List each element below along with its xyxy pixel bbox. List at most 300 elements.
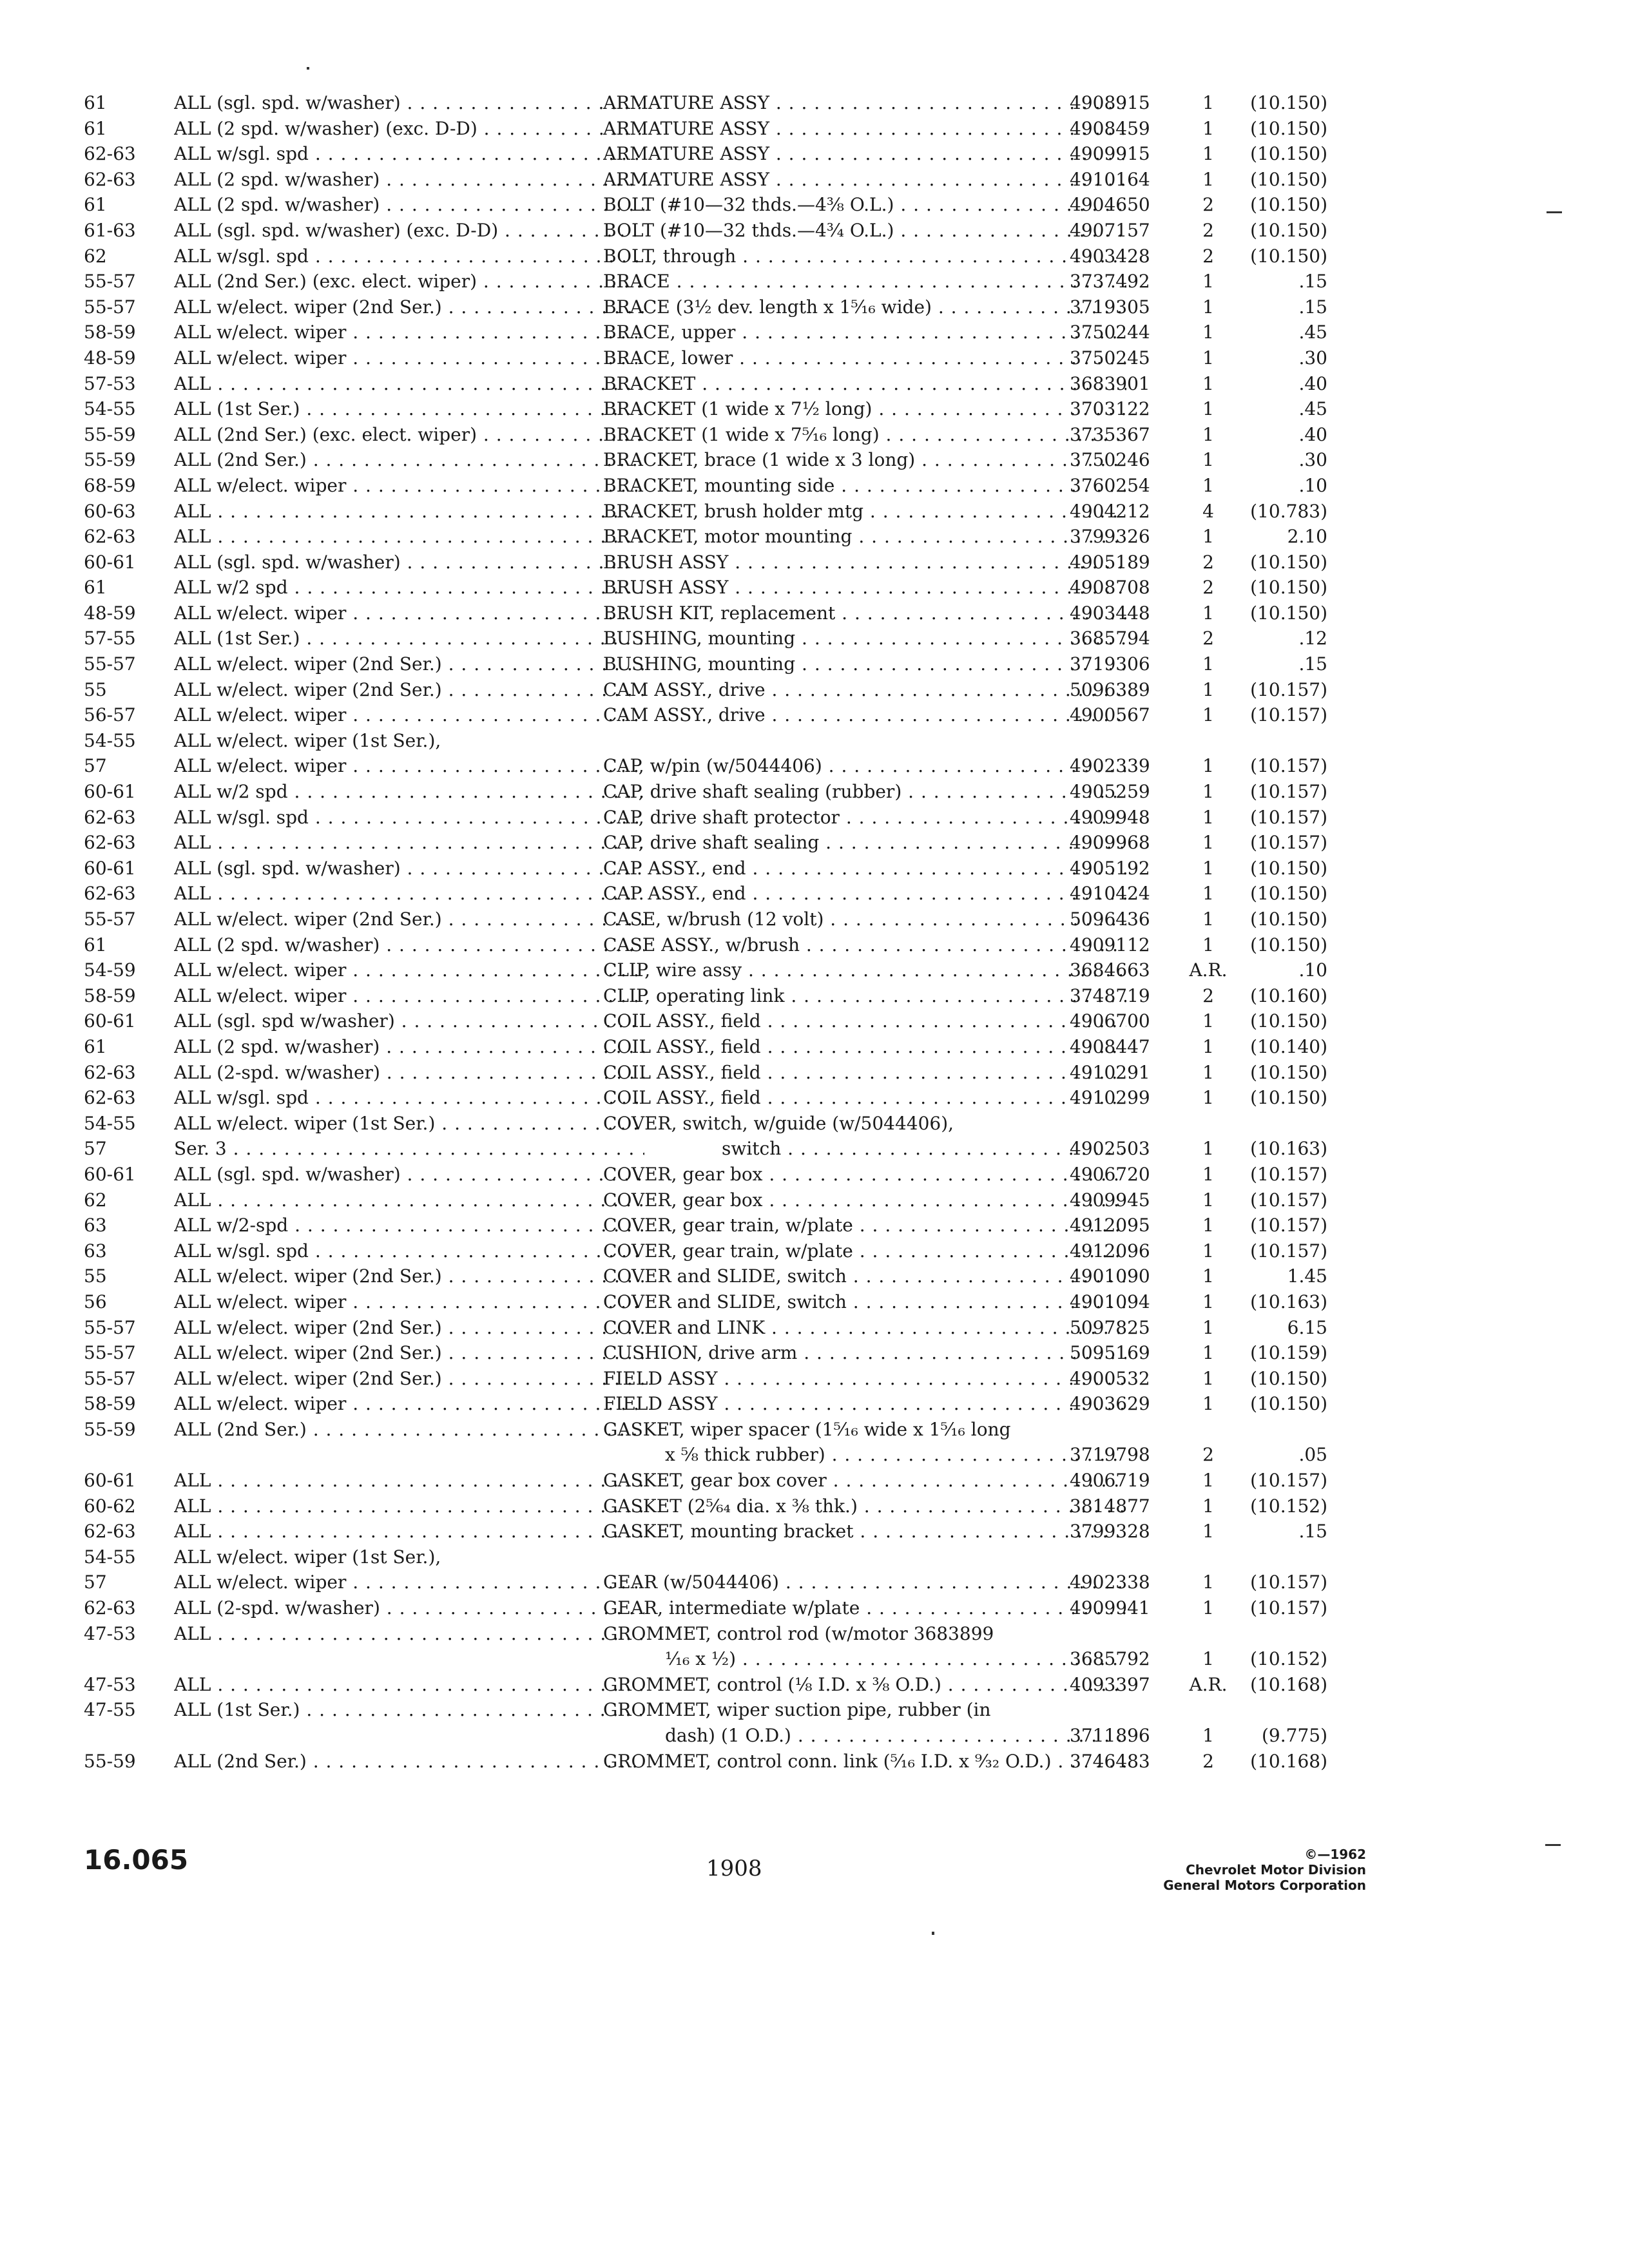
year-cell: 62-63 [84, 806, 136, 828]
description-cell: COIL ASSY., field . . . [603, 1034, 1126, 1060]
description-cell: ARMATURE ASSY . . . [603, 116, 1126, 142]
group-number-cell: (10.159) [1250, 1342, 1327, 1364]
year-cell: 54-55 [84, 1546, 136, 1568]
model-cell: ALL w/sgl. spd . . . [174, 244, 644, 269]
table-row [84, 1570, 1327, 1595]
table-row [84, 218, 1327, 244]
quantity-cell: 1 [1202, 1571, 1214, 1593]
part-number-cell: 4910164 [1070, 168, 1150, 190]
year-cell: 56-57 [84, 704, 136, 726]
group-number-cell: (10.150) [1250, 551, 1327, 573]
table-row [84, 1162, 1327, 1187]
description-cell: COIL ASSY., field . . . [603, 1008, 1126, 1034]
table-row [84, 1697, 1308, 1723]
group-number-cell: (10.150) [1250, 1087, 1327, 1109]
description-cell: ARMATURE ASSY . . . [603, 90, 1126, 116]
group-number-cell: (10.150) [1250, 1010, 1327, 1032]
year-cell: 60-61 [84, 1470, 136, 1492]
model-cell: ALL . . . [174, 1494, 644, 1519]
year-cell: 55 [84, 678, 107, 700]
table-row [84, 983, 1327, 1009]
folio-number: 1908 [706, 1856, 762, 1881]
table-row [84, 677, 1327, 703]
table-row [84, 856, 1327, 881]
description-cell: CAP, drive shaft protector . . . [603, 805, 1126, 831]
description-cell: CASE ASSY., w/brush . . . [603, 932, 1126, 958]
description-cell: GEAR, intermediate w/plate . . . [603, 1595, 1126, 1621]
model-cell: ALL w/elect. wiper . . . [174, 1391, 644, 1417]
model-cell: ALL w/elect. wiper (1st Ser.) . . . [174, 1111, 644, 1137]
quantity-cell: 1 [1202, 806, 1214, 828]
group-number-cell: (9.775) [1261, 1725, 1327, 1746]
model-cell: ALL w/2 spd . . . [174, 779, 644, 805]
quantity-cell: 1 [1202, 526, 1214, 548]
description-cell: BRACKET (1 wide x 7½ long) . . . [603, 396, 1126, 422]
table-row [84, 1468, 1327, 1494]
group-number-cell: .10 [1298, 474, 1327, 496]
year-cell: 62-63 [84, 832, 136, 854]
table-row [84, 1034, 1327, 1060]
model-cell: ALL (2nd Ser.) . . . [174, 1749, 644, 1774]
description-cell: BRACE . . . [603, 269, 1126, 294]
table-row [84, 167, 1327, 193]
description-cell: GROMMET, control conn. link (⁵⁄₁₆ I.D. x ⁹⁄₃₂ O.D.) . . . [603, 1749, 1126, 1774]
quantity-cell: 1 [1202, 1061, 1214, 1083]
part-number-cell: 4909968 [1070, 832, 1150, 854]
table-row [84, 830, 1327, 856]
part-number-cell: 3750246 [1070, 449, 1150, 471]
table-row [84, 320, 1327, 345]
model-cell: ALL w/sgl. spd . . . [174, 805, 644, 831]
table-row [84, 626, 1327, 651]
group-number-cell: .30 [1298, 449, 1327, 471]
year-cell: 55-57 [84, 1316, 136, 1338]
group-number-cell: (10.152) [1250, 1495, 1327, 1517]
quantity-cell: 4 [1202, 500, 1214, 522]
model-cell: ALL (2nd Ser.) (exc. elect. wiper) . . . [174, 269, 644, 294]
group-number-cell: (10.163) [1250, 1291, 1327, 1312]
part-number-cell: 3683901 [1070, 372, 1150, 394]
description-cell: CAP, w/pin (w/5044406) . . . [603, 753, 1126, 779]
year-cell: 60-61 [84, 1010, 136, 1032]
part-number-cell: 4912095 [1070, 1215, 1150, 1236]
quantity-cell: 1 [1202, 347, 1214, 369]
description-cell: COIL ASSY., field . . . [603, 1060, 1126, 1086]
model-cell: ALL w/elect. wiper (2nd Ser.) . . . [174, 1366, 644, 1392]
description-cell: COVER, gear box . . . [603, 1187, 1126, 1213]
group-number-cell: (10.150) [1250, 245, 1327, 267]
group-number-cell: .15 [1298, 296, 1327, 318]
scan-speck [932, 1932, 934, 1935]
quantity-cell: 1 [1202, 908, 1214, 930]
part-number-cell: 4908708 [1070, 577, 1150, 599]
quantity-cell: 1 [1202, 1725, 1214, 1746]
group-number-cell: (10.157) [1250, 1189, 1327, 1211]
quantity-cell: 1 [1202, 1215, 1214, 1236]
model-cell: ALL w/sgl. spd . . . [174, 1238, 644, 1264]
table-row [84, 192, 1327, 218]
group-number-cell: .12 [1298, 628, 1327, 649]
quantity-cell: 2 [1202, 985, 1214, 1006]
model-cell: ALL . . . [174, 1519, 644, 1544]
table-row [84, 371, 1327, 397]
year-cell: 55-57 [84, 1342, 136, 1364]
group-number-cell: (10.157) [1250, 755, 1327, 777]
quantity-cell: 1 [1202, 1163, 1214, 1185]
part-number-cell: 4909112 [1070, 934, 1150, 956]
year-cell: 62 [84, 1189, 107, 1211]
model-cell: ALL w/elect. wiper . . . [174, 702, 644, 728]
part-number-cell: 4910291 [1070, 1061, 1150, 1083]
description-cell: CASE, w/brush (12 volt) . . . [603, 907, 1126, 932]
group-number-cell: (10.150) [1250, 219, 1327, 241]
description-cell: GASKET, gear box cover . . . [603, 1468, 1126, 1494]
year-cell: 58-59 [84, 985, 136, 1006]
table-row [84, 1544, 1308, 1570]
table-row [84, 294, 1327, 320]
model-cell: ALL (2nd Ser.) . . . [174, 447, 644, 473]
group-number-cell: .45 [1298, 398, 1327, 420]
model-cell: ALL w/elect. wiper (1st Ser.), [174, 1546, 441, 1568]
description-cell: BRACKET . . . [603, 371, 1126, 397]
quantity-cell: 2 [1202, 1444, 1214, 1466]
quantity-cell: 1 [1202, 474, 1214, 496]
scan-speck [1547, 211, 1562, 213]
quantity-cell: 1 [1202, 1265, 1214, 1287]
part-number-cell: 3814877 [1070, 1495, 1150, 1517]
description-cell: CLIP, wire assy . . . [603, 957, 1126, 983]
model-cell: ALL w/elect. wiper . . . [174, 753, 644, 779]
table-row [84, 345, 1327, 371]
parts-table [84, 90, 1327, 1774]
model-cell: ALL w/elect. wiper . . . [174, 1289, 644, 1315]
table-row [84, 1340, 1327, 1366]
year-cell: 62-63 [84, 1061, 136, 1083]
year-cell: 57 [84, 1138, 107, 1160]
description-cell: CAM ASSY., drive . . . [603, 677, 1126, 703]
scan-speck [307, 67, 309, 70]
part-number-cell: 4906700 [1070, 1010, 1150, 1032]
quantity-cell: 2 [1202, 551, 1214, 573]
table-row [84, 1136, 1327, 1162]
table-row [84, 1238, 1327, 1264]
group-number-cell: (10.157) [1250, 1571, 1327, 1593]
quantity-cell: 1 [1202, 755, 1214, 777]
group-number-cell: (10.157) [1250, 1240, 1327, 1262]
part-number-cell: 4901090 [1070, 1265, 1150, 1287]
model-cell: ALL (2 spd. w/washer) . . . [174, 1034, 644, 1060]
table-row [84, 1723, 1327, 1749]
group-number-cell: .15 [1298, 271, 1327, 293]
part-number-cell: 4903428 [1070, 245, 1150, 267]
part-number-cell: 3719305 [1070, 296, 1150, 318]
table-row [84, 1213, 1327, 1238]
model-cell: ALL (2 spd. w/washer) . . . [174, 167, 644, 193]
quantity-cell: 1 [1202, 1367, 1214, 1389]
quantity-cell: 1 [1202, 143, 1214, 165]
description-cell: COVER, gear box . . . [603, 1162, 1126, 1187]
group-number-cell: (10.150) [1250, 577, 1327, 599]
group-number-cell: .05 [1298, 1444, 1327, 1466]
corporation-name: General Motors Corporation [1163, 1878, 1366, 1893]
model-cell: ALL w/elect. wiper (2nd Ser.) . . . [174, 677, 644, 703]
year-cell: 57-55 [84, 628, 136, 649]
year-cell: 63 [84, 1240, 107, 1262]
model-cell: ALL w/2-spd . . . [174, 1213, 644, 1238]
year-cell: 55-59 [84, 449, 136, 471]
group-number-cell: (10.157) [1250, 781, 1327, 803]
quantity-cell: 2 [1202, 245, 1214, 267]
description-cell: BRUSH ASSY . . . [603, 550, 1126, 575]
quantity-cell: 1 [1202, 423, 1214, 445]
description-cell: dash) (1 O.D.) . . . [665, 1723, 1126, 1749]
year-cell: 61 [84, 934, 107, 956]
quantity-cell: 2 [1202, 219, 1214, 241]
table-row [84, 90, 1327, 116]
model-cell: ALL w/elect. wiper . . . [174, 473, 644, 499]
table-row [84, 1672, 1327, 1698]
group-number-cell: .10 [1298, 959, 1327, 981]
table-row [84, 1442, 1327, 1468]
year-cell: 62-63 [84, 1521, 136, 1542]
model-cell: ALL w/elect. wiper . . . [174, 601, 644, 626]
group-number-cell: (10.157) [1250, 1470, 1327, 1492]
part-number-cell: 3750245 [1070, 347, 1150, 369]
part-number-cell: 4901094 [1070, 1291, 1150, 1312]
group-number-cell: 1.45 [1287, 1265, 1327, 1287]
model-cell: ALL (2nd Ser.) (exc. elect. wiper) . . . [174, 422, 644, 448]
model-cell: ALL . . . [174, 1468, 644, 1494]
description-cell: BOLT (#10—32 thds.—4⅜ O.L.) . . . [603, 192, 1126, 218]
year-cell: 60-61 [84, 781, 136, 803]
year-cell: 54-55 [84, 398, 136, 420]
part-number-cell: 5096389 [1070, 678, 1150, 700]
year-cell: 47-53 [84, 1622, 136, 1644]
table-row [84, 1749, 1327, 1774]
year-cell: 54-59 [84, 959, 136, 981]
quantity-cell: 1 [1202, 1010, 1214, 1032]
quantity-cell: 2 [1202, 194, 1214, 216]
year-cell: 55-59 [84, 1418, 136, 1440]
year-cell: 63 [84, 1215, 107, 1236]
model-cell: Ser. 3 . . . [174, 1136, 644, 1162]
description-cell: x ⅝ thick rubber) . . . [665, 1442, 1126, 1468]
group-number-cell: (10.150) [1250, 1393, 1327, 1415]
year-cell: 57 [84, 755, 107, 777]
table-row [84, 651, 1327, 677]
part-number-cell: 4900532 [1070, 1367, 1150, 1389]
table-row [84, 550, 1327, 575]
copyright-notice: ©—1962 [1304, 1847, 1366, 1862]
part-number-cell: 4909948 [1070, 806, 1150, 828]
year-cell: 61 [84, 1035, 107, 1057]
scan-speck [1545, 1844, 1561, 1846]
description-cell: FIELD ASSY . . . [603, 1391, 1126, 1417]
quantity-cell: 1 [1202, 934, 1214, 956]
group-number-cell: 2.10 [1287, 526, 1327, 548]
year-cell: 62-63 [84, 526, 136, 548]
year-cell: 55-59 [84, 1750, 136, 1772]
year-cell: 62-63 [84, 883, 136, 905]
year-cell: 62-63 [84, 143, 136, 165]
table-row [84, 881, 1327, 907]
year-cell: 61 [84, 194, 107, 216]
year-cell: 48-59 [84, 602, 136, 624]
group-number-cell: (10.168) [1250, 1673, 1327, 1695]
model-cell: ALL w/elect. wiper . . . [174, 957, 644, 983]
part-number-cell: 4909945 [1070, 1189, 1150, 1211]
description-cell: GASKET, mounting bracket . . . [603, 1519, 1126, 1544]
description-cell: ARMATURE ASSY . . . [603, 141, 1126, 167]
table-row [84, 1494, 1327, 1519]
division-name: Chevrolet Motor Division [1186, 1862, 1366, 1878]
part-number-cell: 4904650 [1070, 194, 1150, 216]
table-row [84, 1111, 1308, 1137]
part-number-cell: 4912096 [1070, 1240, 1150, 1262]
description-cell: FIELD ASSY . . . [603, 1366, 1126, 1392]
table-row [84, 1366, 1327, 1392]
quantity-cell: 1 [1202, 704, 1214, 726]
description-cell: GASKET, wiper spacer (1⁵⁄₁₆ wide x 1⁵⁄₁₆ long [603, 1418, 1011, 1440]
quantity-cell: 1 [1202, 92, 1214, 113]
quantity-cell: 1 [1202, 1087, 1214, 1109]
table-row [84, 957, 1327, 983]
table-row [84, 1646, 1327, 1672]
quantity-cell: 1 [1202, 781, 1214, 803]
quantity-cell: 1 [1202, 1597, 1214, 1619]
quantity-cell: 1 [1202, 372, 1214, 394]
group-number-cell: (10.150) [1250, 1367, 1327, 1389]
description-cell: BRACKET (1 wide x 7⁵⁄₁₆ long) . . . [603, 422, 1126, 448]
model-cell: ALL . . . [174, 371, 644, 397]
table-row [84, 269, 1327, 294]
part-number-cell: 3799328 [1070, 1521, 1150, 1542]
description-cell: COVER, gear train, w/plate . . . [603, 1238, 1126, 1264]
table-row [84, 244, 1327, 269]
description-cell: COVER and SLIDE, switch . . . [603, 1289, 1126, 1315]
table-row [84, 907, 1327, 932]
description-cell: BUSHING, mounting . . . [603, 626, 1126, 651]
part-number-cell: 4093397 [1070, 1673, 1150, 1695]
model-cell: ALL (sgl. spd. w/washer) . . . [174, 856, 644, 881]
description-cell: CUSHION, drive arm . . . [603, 1340, 1126, 1366]
part-number-cell: 4905259 [1070, 781, 1150, 803]
model-cell: ALL . . . [174, 1187, 644, 1213]
quantity-cell: 1 [1202, 1495, 1214, 1517]
description-cell: BRACKET, brush holder mtg . . . [603, 499, 1126, 524]
description-cell: BRACE, upper . . . [603, 320, 1126, 345]
year-cell: 55-57 [84, 1367, 136, 1389]
model-cell: ALL (sgl. spd. w/washer) . . . [174, 1162, 644, 1187]
description-cell: COVER, switch, w/guide (w/5044406), [603, 1112, 954, 1134]
year-cell: 55-59 [84, 423, 136, 445]
quantity-cell: 1 [1202, 322, 1214, 343]
model-cell: ALL w/elect. wiper (2nd Ser.) . . . [174, 294, 644, 320]
quantity-cell: 1 [1202, 602, 1214, 624]
description-cell: ¹⁄₁₆ x ½) . . . [665, 1646, 1126, 1672]
quantity-cell: 1 [1202, 1393, 1214, 1415]
year-cell: 56 [84, 1291, 107, 1312]
group-number-cell: (10.157) [1250, 832, 1327, 854]
year-cell: 62-63 [84, 1597, 136, 1619]
description-cell: switch . . . [722, 1136, 1126, 1162]
quantity-cell: 1 [1202, 1648, 1214, 1670]
description-cell: BOLT (#10—32 thds.—4¾ O.L.) . . . [603, 218, 1126, 244]
part-number-cell: 4903448 [1070, 602, 1150, 624]
description-cell: GROMMET, control rod (w/motor 3683899 [603, 1622, 994, 1644]
quantity-cell: 1 [1202, 271, 1214, 293]
year-cell: 55 [84, 1265, 107, 1287]
quantity-cell: 1 [1202, 1521, 1214, 1542]
table-row [84, 779, 1327, 805]
part-number-cell: 4902338 [1070, 1571, 1150, 1593]
description-cell: GASKET (2⁵⁄₆₄ dia. x ⅜ thk.) . . . [603, 1494, 1126, 1519]
group-number-cell: (10.150) [1250, 602, 1327, 624]
model-cell: ALL (1st Ser.) . . . [174, 626, 644, 651]
year-cell: 60-62 [84, 1495, 136, 1517]
table-row [84, 422, 1327, 448]
year-cell: 60-61 [84, 551, 136, 573]
year-cell: 48-59 [84, 347, 136, 369]
year-cell: 55-57 [84, 271, 136, 293]
description-cell: BRACE, lower . . . [603, 345, 1126, 371]
quantity-cell: 1 [1202, 296, 1214, 318]
year-cell: 61 [84, 117, 107, 139]
part-number-cell: 3799326 [1070, 526, 1150, 548]
table-row [84, 447, 1327, 473]
group-number-cell: (10.157) [1250, 678, 1327, 700]
part-number-cell: 3746483 [1070, 1750, 1150, 1772]
group-number-cell: .40 [1298, 372, 1327, 394]
description-cell: BRACE (3½ dev. length x 1⁵⁄₁₆ wide) . . . [603, 294, 1126, 320]
quantity-cell: 1 [1202, 857, 1214, 879]
group-number-cell: (10.160) [1250, 985, 1327, 1006]
quantity-cell: 1 [1202, 1316, 1214, 1338]
description-cell: BRACKET, mounting side . . . [603, 473, 1126, 499]
year-cell: 54-55 [84, 729, 136, 751]
group-number-cell: .15 [1298, 653, 1327, 675]
part-number-cell: 4910424 [1070, 883, 1150, 905]
part-number-cell: 3685792 [1070, 1648, 1150, 1670]
part-number-cell: 5096436 [1070, 908, 1150, 930]
model-cell: ALL (2 spd. w/washer) . . . [174, 192, 644, 218]
year-cell: 47-55 [84, 1699, 136, 1721]
part-number-cell: 4910299 [1070, 1087, 1150, 1109]
part-number-cell: 4909915 [1070, 143, 1150, 165]
model-cell: ALL w/sgl. spd . . . [174, 141, 644, 167]
quantity-cell: 1 [1202, 449, 1214, 471]
quantity-cell: 1 [1202, 1138, 1214, 1160]
part-number-cell: 3684663 [1070, 959, 1150, 981]
description-cell: BRACKET, motor mounting . . . [603, 524, 1126, 550]
part-number-cell: 4904212 [1070, 500, 1150, 522]
year-cell: 62-63 [84, 1087, 136, 1109]
quantity-cell: 2 [1202, 577, 1214, 599]
table-row [84, 1417, 1308, 1443]
year-cell: 62-63 [84, 168, 136, 190]
group-number-cell: (10.150) [1250, 168, 1327, 190]
model-cell: ALL w/elect. wiper . . . [174, 320, 644, 345]
description-cell: BRACKET, brace (1 wide x 3 long) . . . [603, 447, 1126, 473]
description-cell: COVER and LINK . . . [603, 1315, 1126, 1341]
table-row [84, 1391, 1327, 1417]
model-cell: ALL (2 spd. w/washer) . . . [174, 932, 644, 958]
part-number-cell: 3685794 [1070, 628, 1150, 649]
group-number-cell: (10.150) [1250, 883, 1327, 905]
model-cell: ALL . . . [174, 881, 644, 907]
part-number-cell: 4902339 [1070, 755, 1150, 777]
quantity-cell: 1 [1202, 678, 1214, 700]
